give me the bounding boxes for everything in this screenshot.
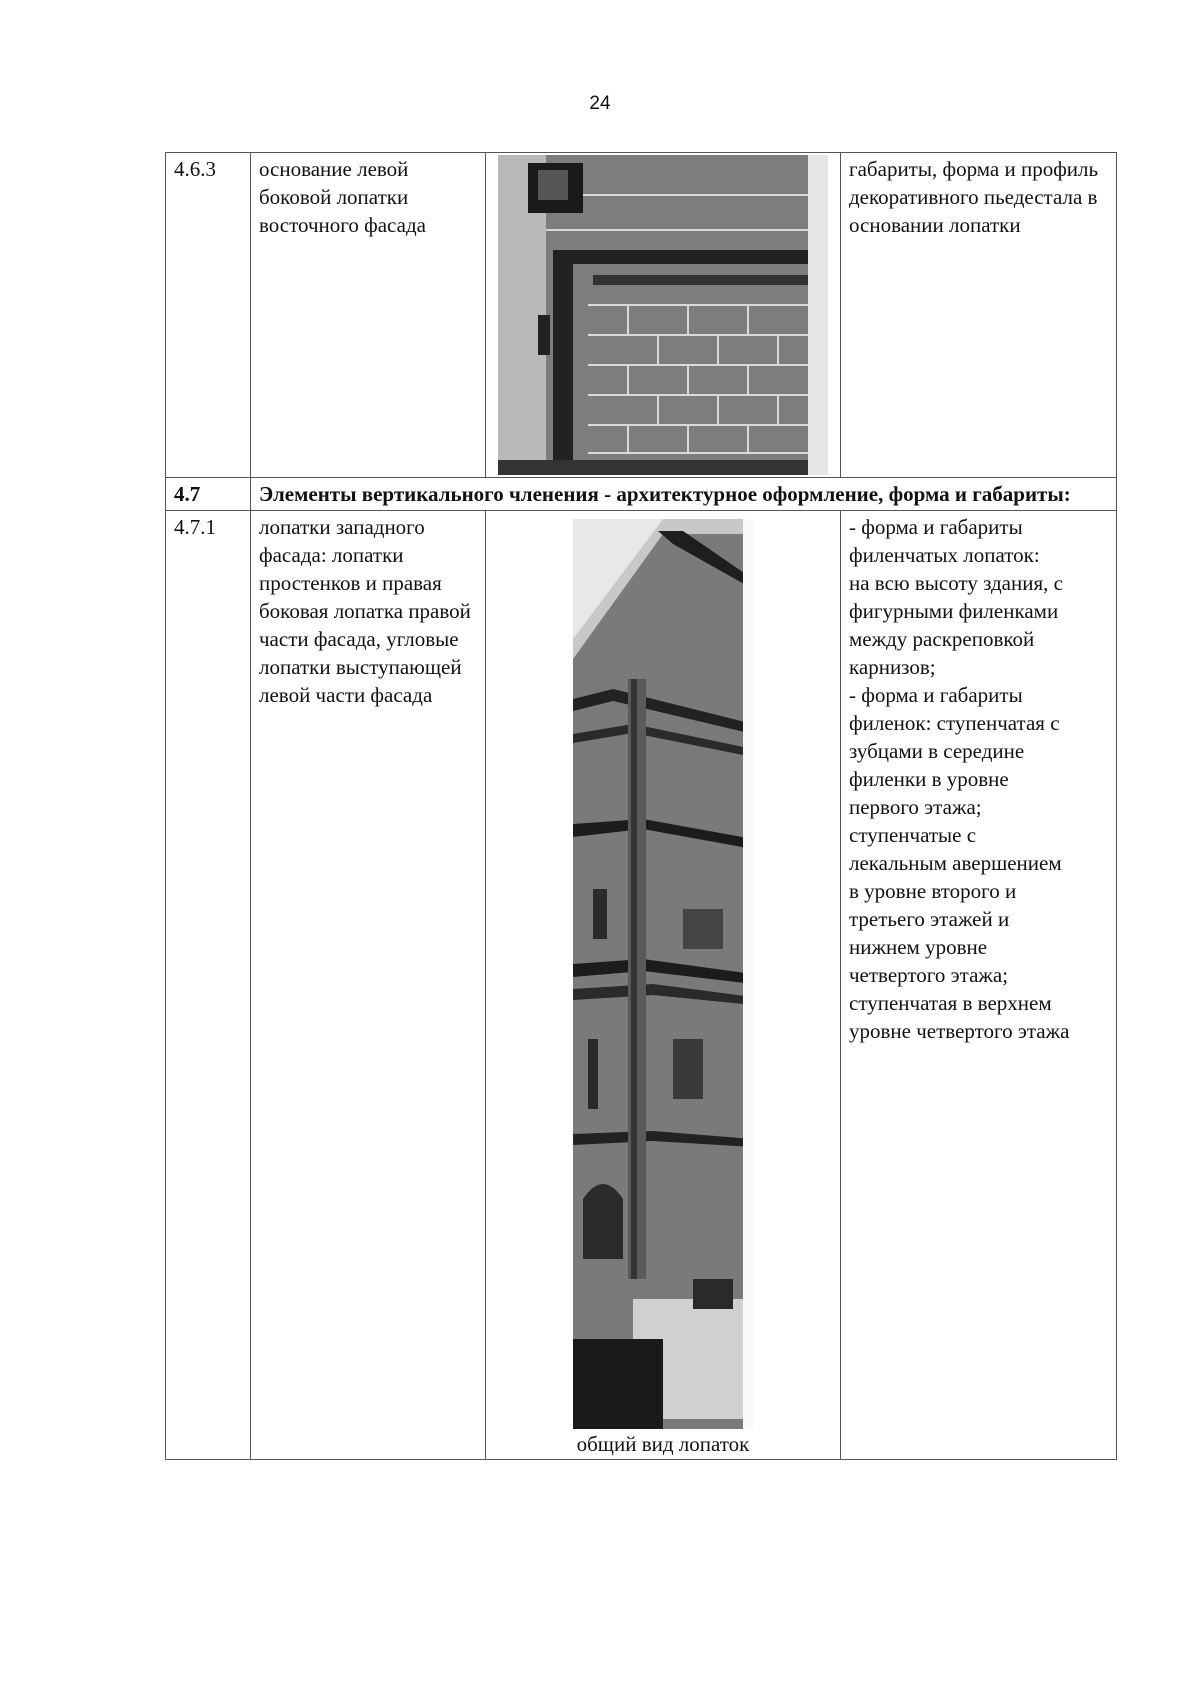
document-table xyxy=(165,152,1117,1460)
element-name: основание левой боковой лопатки восточного фасада xyxy=(251,153,486,478)
photo-cell xyxy=(486,511,841,1460)
description-line: карнизов; xyxy=(849,655,936,679)
description-line: филенок: ступенчатая с xyxy=(849,711,1060,735)
row-number: 4.7.1 xyxy=(166,511,251,1460)
description-line: ступенчатые с xyxy=(849,823,977,847)
description xyxy=(841,511,1117,1460)
description-line: четвертого этажа; xyxy=(849,963,1009,987)
description-line: нижнем уровне xyxy=(849,935,988,959)
description-line: зубцами в середине xyxy=(849,739,1025,763)
description-line: третьего этажей и xyxy=(849,907,1010,931)
row-number: 4.6.3 xyxy=(166,153,251,478)
description-line: филенчатых лопаток: xyxy=(849,543,1040,567)
photo-caption: общий вид лопаток xyxy=(576,1432,750,1456)
description-line: филенки в уровне xyxy=(849,767,1009,791)
description-line: на всю высоту здания, с xyxy=(849,571,1063,595)
section-title: Элементы вертикального членения - архитектурное оформление, форма и габариты: xyxy=(251,478,1117,511)
description-line: первого этажа; xyxy=(849,795,982,819)
photo-cell xyxy=(486,153,841,478)
description-line: ступенчатая в верхнем xyxy=(849,991,1052,1015)
description-line: в уровне второго и xyxy=(849,879,1017,903)
section-number: 4.7 xyxy=(166,478,251,511)
description-line: фигурными филенками xyxy=(849,599,1059,623)
description-line: лекальным авершением xyxy=(849,851,1062,875)
table-row xyxy=(166,153,1117,478)
description-line: уровне четвертого этажа xyxy=(849,1019,1070,1043)
description-line: между раскреповкой xyxy=(849,627,1035,651)
table-row xyxy=(166,478,1117,511)
table-row xyxy=(166,511,1117,1460)
brick-pedestal-photo xyxy=(498,155,828,475)
page-number: 24 xyxy=(589,93,611,114)
element-name: лопатки западного фасада: лопатки простенков и правая боковая лопатка правой части фасада, угловые лопатки выступающей левой части фасада xyxy=(251,511,486,1460)
description: габариты, форма и профиль декоративного пьедестала в основании лопатки xyxy=(841,153,1117,478)
description-line: - форма и габариты xyxy=(849,515,1023,539)
pilasters-facade-photo xyxy=(573,519,753,1429)
description-line: - форма и габариты xyxy=(849,683,1023,707)
